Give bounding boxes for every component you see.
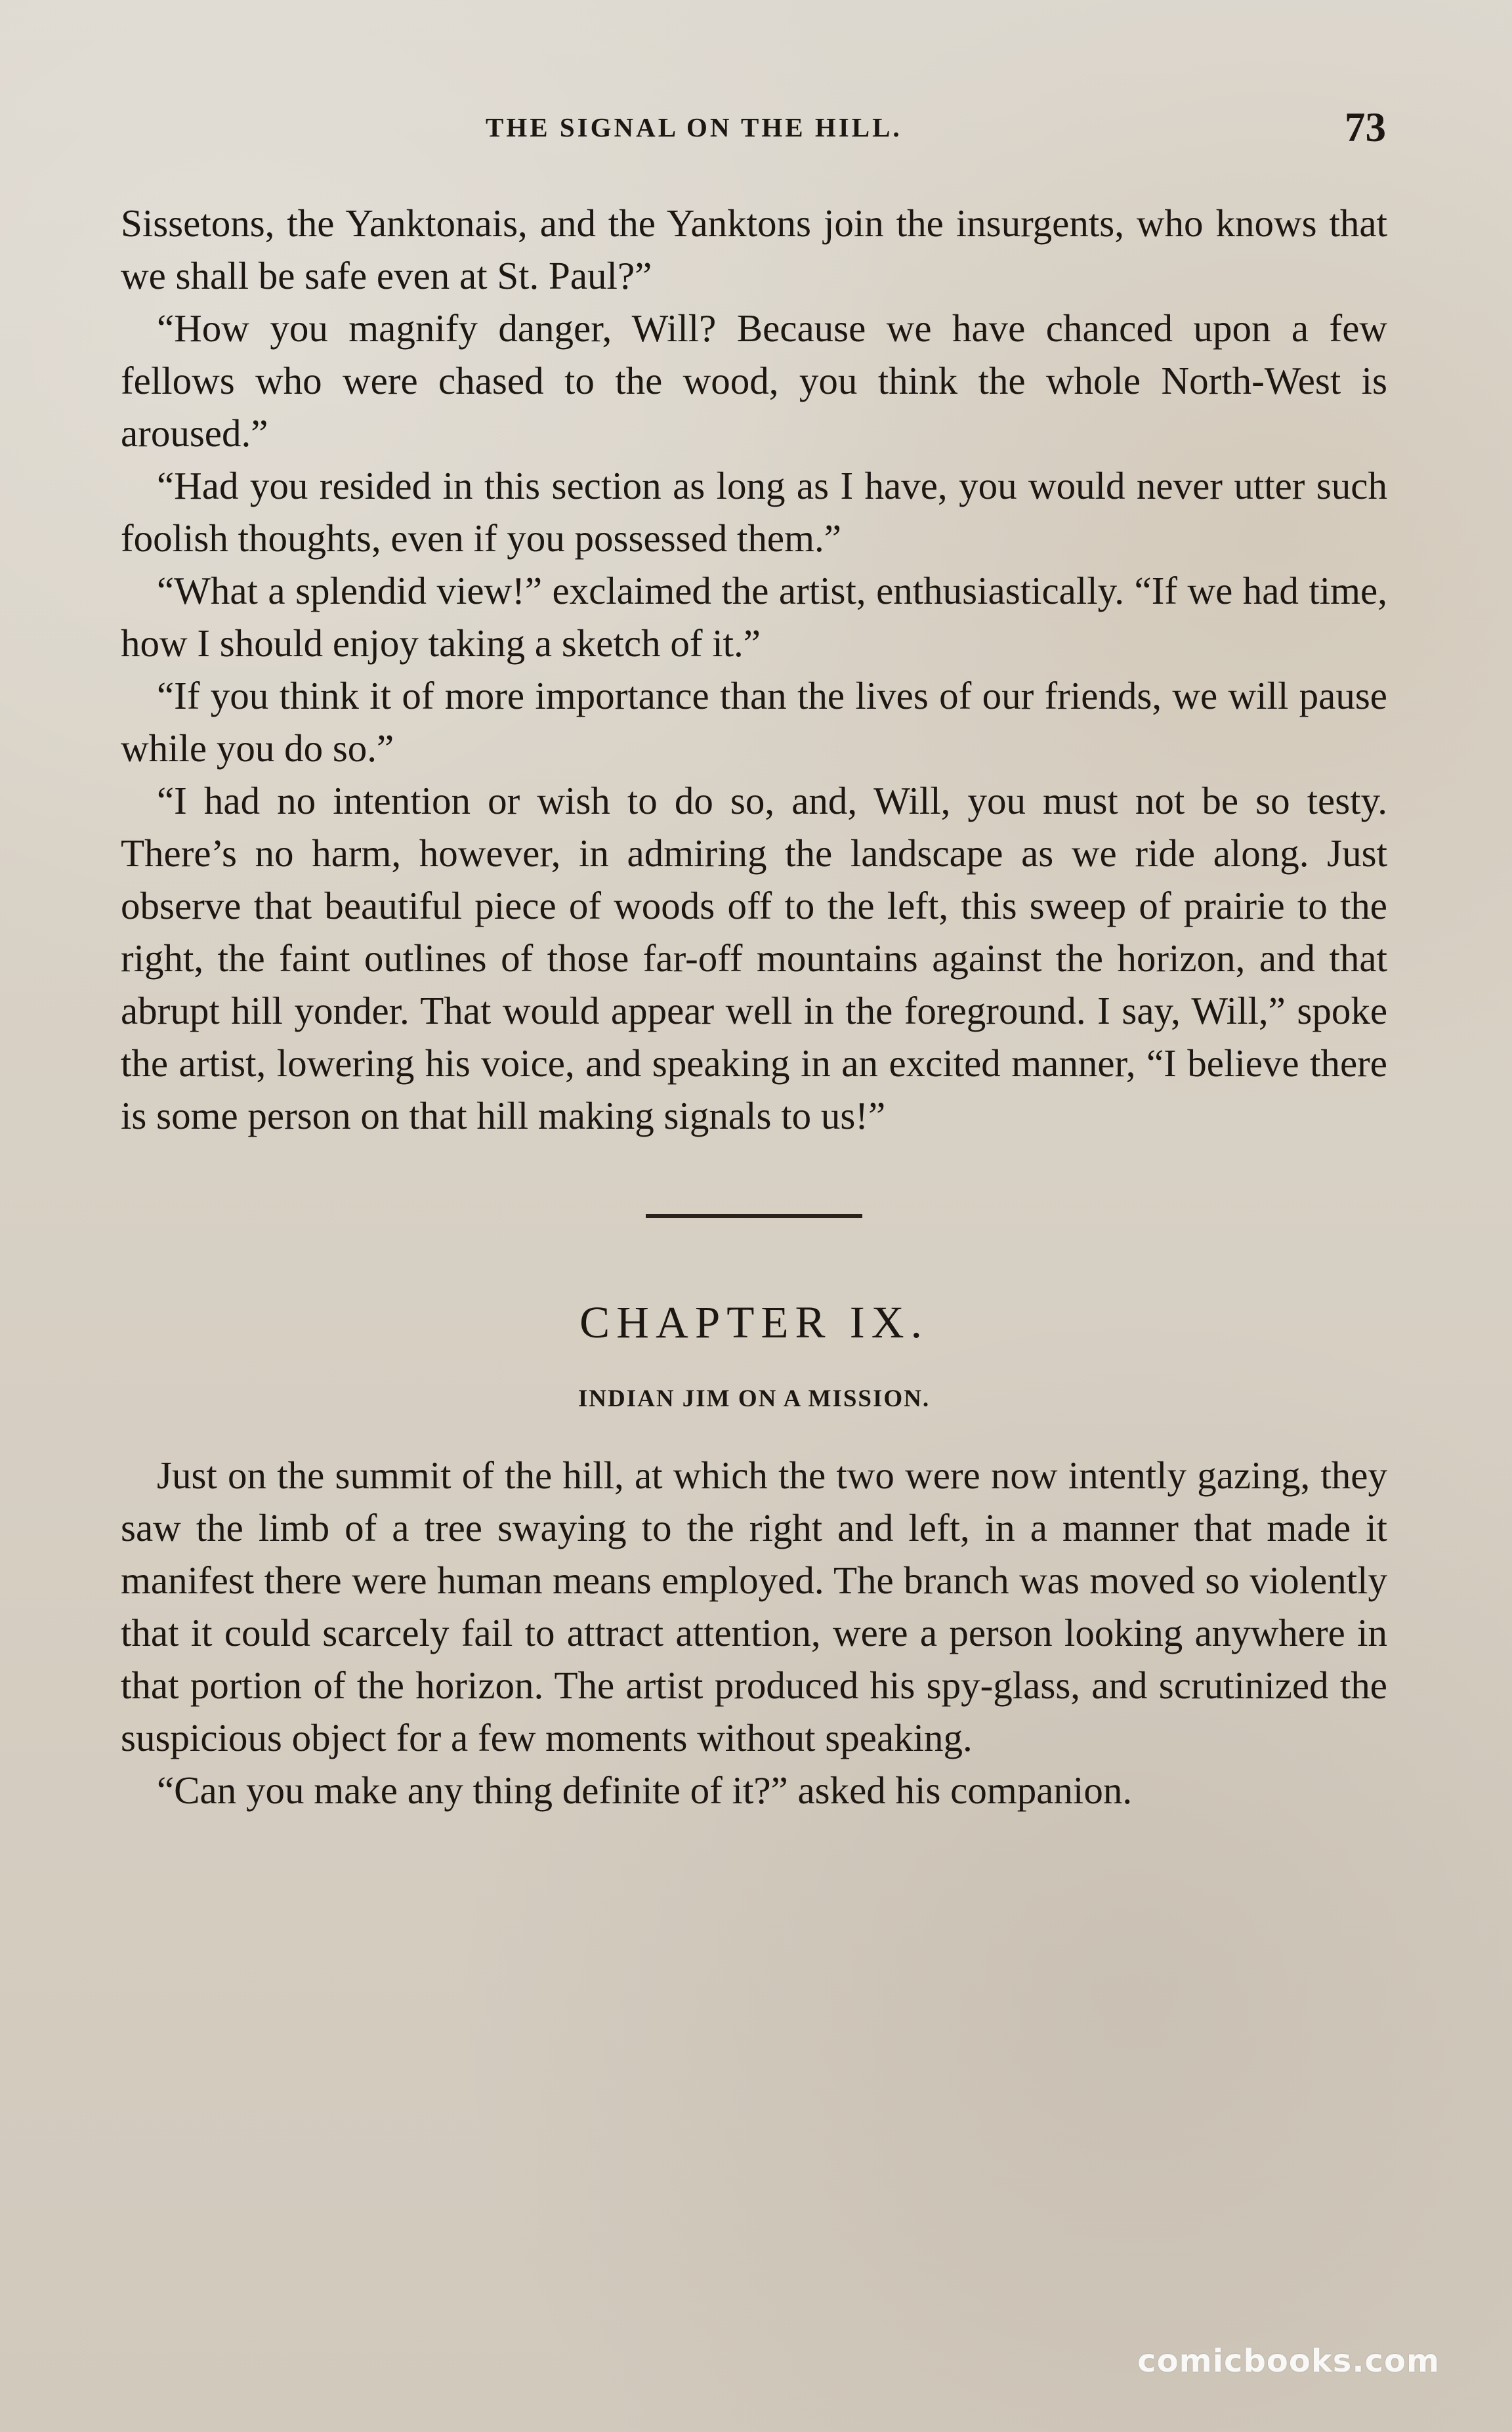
paragraph-1: Sissetons, the Yanktonais, and the Yanktons join the insurgents, who knows that we shall be safe even at St. Paul?” [121, 201, 1387, 297]
paragraph-6: “I had no intention or wish to do so, and, Will, you must not be so testy. There’s no harm, however, in admiring the landscape as we ride along. Just observe that beautiful piece of woods off to the left, this sweep of prairie to the right, the faint outlines of those far-off mountains against the horizon, and that abrupt hill yonder. That would appear well in the foreground. I say, Will,” spoke the artist, lowering his voice, and speaking in an excited manner, “I believe there is some person on that hill making signals to us!” [121, 779, 1387, 1137]
chapter-divider [646, 1214, 862, 1218]
running-head: THE SIGNAL ON THE HILL. [486, 112, 902, 142]
page-content [121, 197, 1387, 2353]
paragraph-3: “Had you resided in this section as long as I have, you would never utter such foolish thoughts, even if you possessed them.” [121, 464, 1387, 560]
paragraph-7: Just on the summit of the hill, at which the two were now intently gazing, they saw the limb of a tree swaying to the right and left, in a manner that made it manifest there were human means employed. The branch was moved so violently that it could scarcely fail to attract attention, were a person looking anywhere in that portion of the horizon. The artist produced his spy-glass, and scrutinized the suspicious object for a few moments without speaking. [121, 1454, 1387, 1759]
page-number: 73 [1345, 104, 1386, 150]
site-watermark: comicbooks.com [1137, 2343, 1440, 2380]
page-header [118, 98, 1394, 157]
chapter-subtitle: INDIAN JIM ON A MISSION. [578, 1385, 931, 1412]
paragraph-5: “If you think it of more importance than the lives of our friends, we will pause while you do so.” [121, 674, 1387, 770]
paragraph-4: “What a splendid view!” exclaimed the artist, enthusiastically. “If we had time, how I should enjoy taking a sketch of it.” [121, 569, 1387, 665]
paragraph-2: “How you magnify danger, Will? Because we have chanced upon a few fellows who were chased to the wood, you think the whole North-West is aroused.” [121, 306, 1387, 455]
chapter-title: CHAPTER IX. [579, 1297, 929, 1347]
paragraph-8: “Can you make any thing definite of it?” asked his companion. [157, 1769, 1133, 1812]
